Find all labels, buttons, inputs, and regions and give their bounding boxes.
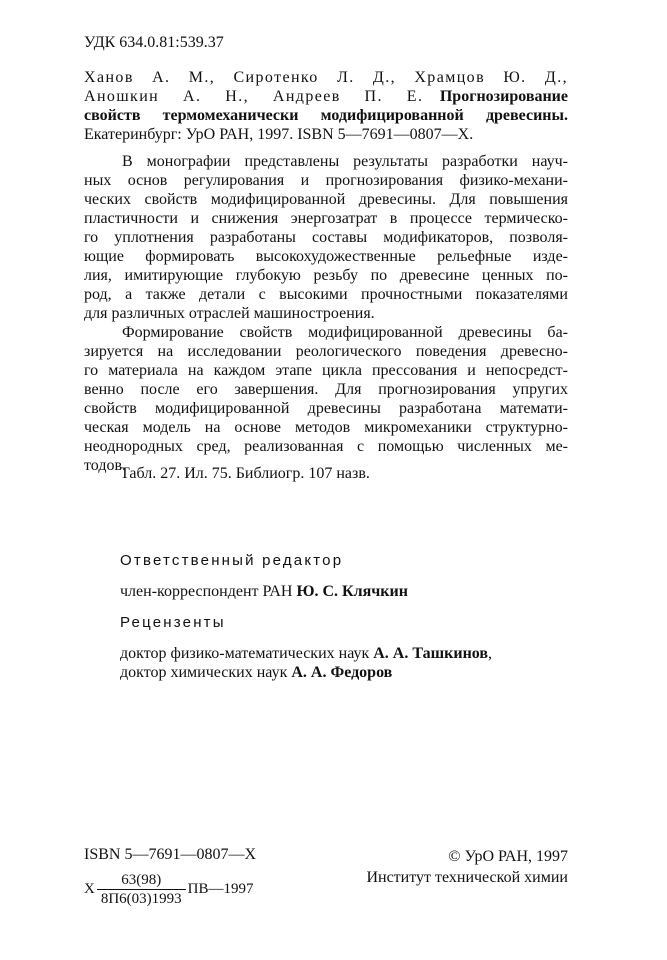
reviewer-1-role: доктор физико-математических наук: [120, 645, 370, 662]
reviewer-2-name: А. А. Федоров: [291, 664, 393, 681]
footer-isbn: ISBN 5—7691—0807—X: [84, 846, 257, 863]
code-suffix: ПВ—1997: [187, 881, 254, 897]
authors-line-2: [84, 87, 568, 106]
abstract-paragraph-2: [84, 323, 568, 475]
reviewer-1: [120, 644, 492, 663]
reviewers-title: Рецензенты: [120, 614, 226, 631]
editor-title: Ответственный редактор: [120, 552, 344, 569]
abstract-line: ческих свойств модифицированной древесины. Для повышения: [84, 191, 568, 208]
publication-code: [84, 872, 254, 907]
stats-line: Табл. 27. Ил. 75. Библиогр. 107 назв.: [120, 465, 370, 482]
abstract-line: го материала на каждом этапе цикла прессования и непосредст-: [84, 362, 568, 379]
code-numerator: 63(98): [121, 872, 162, 888]
abstract-line: венно после его завершения. Для прогнозирования упругих: [84, 381, 568, 398]
abstract-line: свойств модифицированной древесины разработана математи-: [84, 400, 568, 417]
editor-line: [120, 582, 492, 601]
abstract-line: для различных отраслей машиностроения.: [84, 305, 375, 322]
authors-line-1: Ханов А. М., Сиротенко Л. Д., Храмцов Ю. Д.,: [84, 69, 568, 86]
reviewer-2-role: доктор химических наук: [120, 664, 288, 681]
copyright: © УрО РАН, 1997: [448, 848, 568, 865]
abstract-line: ющие формировать высокохудожественные рельефные изде-: [84, 248, 568, 265]
editor-role: член-корреспондент РАН: [120, 583, 293, 600]
footer-copyright-block: [340, 846, 568, 888]
udk-code: УДК 634.0.81:539.37: [84, 34, 224, 51]
abstract-line: неоднородных сред, реализованная с помощью численных ме-: [84, 438, 568, 455]
editor-block: [120, 551, 492, 682]
reviewer-separator: ,: [488, 645, 493, 662]
abstract-line: В монографии представлены результаты разработки науч-: [122, 153, 568, 170]
abstract-line: пластичности и снижения энергозатрат в процессе термическо-: [84, 210, 568, 227]
reviewer-2: [120, 663, 492, 682]
code-fraction: [97, 872, 186, 907]
institute: Институт технической химии: [366, 869, 568, 886]
abstract-paragraph-1: [84, 152, 568, 323]
authors-line-2-names: Аношкин А. Н., Андреев П. Е.: [84, 88, 424, 105]
abstract-line: зируется на исследовании реологического поведения древесно-: [84, 343, 568, 360]
publisher-line: Екатеринбург: УрО РАН, 1997. ISBN 5—7691—0807—X.: [84, 126, 474, 143]
code-prefix: Х: [84, 881, 95, 897]
book-title-part-1: Прогнозирование: [439, 88, 568, 105]
bibliographic-record: [84, 68, 568, 144]
abstract-line: го уплотнения разработаны составы модификаторов, позволя-: [84, 229, 568, 246]
code-denominator: 8П6(03)1993: [100, 891, 182, 907]
abstract-line: ных основ регулирования и прогнозирования физико-механи-: [84, 172, 568, 189]
abstract-line: ческая модель на основе методов микромеханики структурно-: [84, 419, 568, 436]
book-title-part-2: свойств термомеханически модифицированной древесины.: [84, 107, 568, 124]
abstract-line: род, а также детали с высокими прочностными показателями: [84, 286, 568, 303]
editor-name: Ю. С. Клячкин: [296, 583, 408, 600]
abstract-line: лия, имитирующие глубокую резьбу по древесине ценных по-: [84, 267, 568, 284]
fraction-bar: [97, 889, 186, 890]
abstract-line: тодов.: [84, 457, 127, 474]
reviewer-1-name: А. А. Ташкинов: [373, 645, 489, 662]
abstract: [84, 152, 568, 475]
abstract-line: Формирование свойств модифицированной древесины ба-: [122, 324, 568, 341]
